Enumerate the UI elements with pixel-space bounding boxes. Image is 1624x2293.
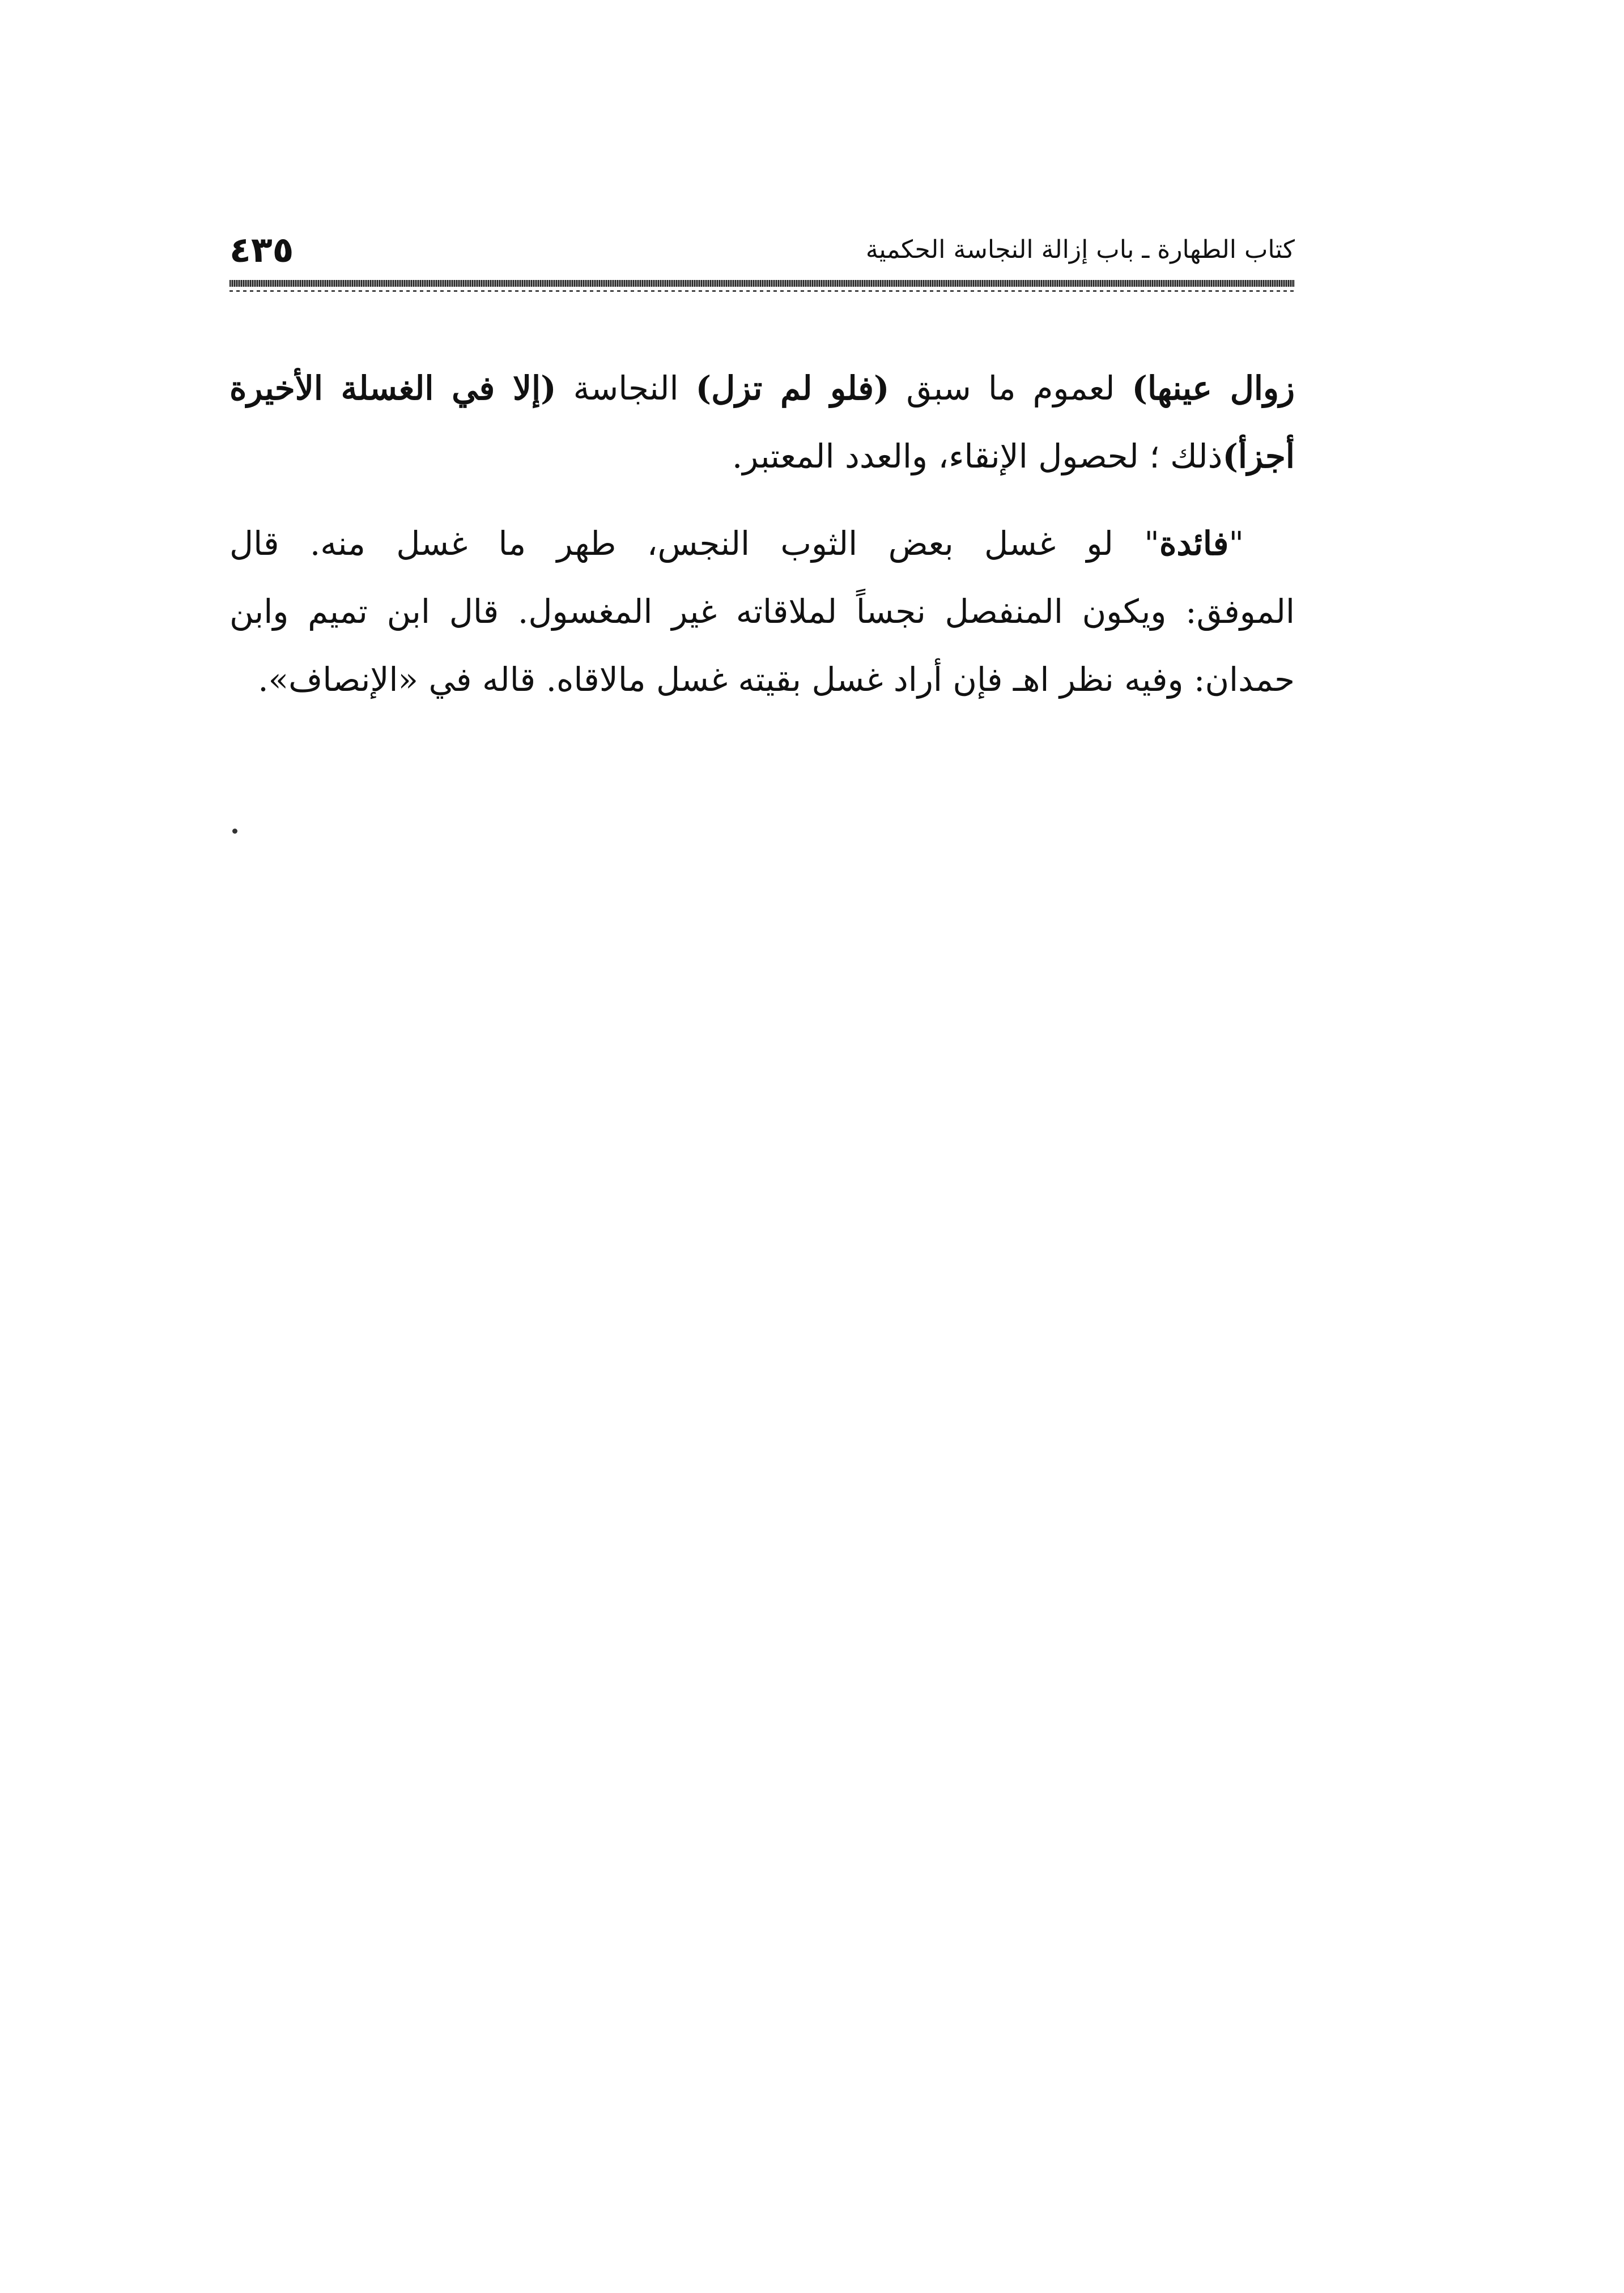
running-title: كتاب الطهارة ـ باب إزالة النجاسة الحكمية [865, 235, 1295, 264]
header-divider [229, 280, 1295, 287]
matn-phrase: زوال عينها) [1132, 369, 1295, 407]
matn-phrase: (فلو لم تزل) [695, 369, 890, 407]
sharh-phrase: لعموم ما سبق [889, 369, 1132, 407]
matn-phrase: أجزأ) [1222, 437, 1295, 475]
page-number: ٤٣٥ [229, 229, 294, 270]
text-line-3 [229, 509, 1295, 578]
sharh-phrase: ذلك ؛ لحصول الإنقاء، والعدد المعتبر. [732, 437, 1223, 475]
quote-mark: " [1228, 524, 1244, 563]
sharh-phrase: " لو غسل بعض الثوب النجس، طهر ما غسل منه. قال [229, 524, 1159, 563]
matn-phrase: (إلا في الغسلة الأخيرة [229, 369, 556, 407]
header-divider-thin [229, 290, 1295, 292]
benefit-heading: فائدة [1159, 524, 1229, 563]
body-text [229, 354, 1295, 714]
sharh-phrase: النجاسة [556, 369, 696, 407]
text-line-4: الموفق: ويكون المنفصل نجساً لملاقاته غير المغسول. قال ابن تميم وابن [229, 592, 1295, 631]
text-line-1 [229, 354, 1295, 422]
text-line-5: حمدان: وفيه نظر اهـ فإن أراد غسل بقيته غسل مالاقاه. قاله في «الإنصاف». [258, 660, 1295, 699]
page-header [229, 230, 1295, 270]
text-line-2 [229, 422, 1295, 490]
stray-mark [232, 829, 237, 834]
